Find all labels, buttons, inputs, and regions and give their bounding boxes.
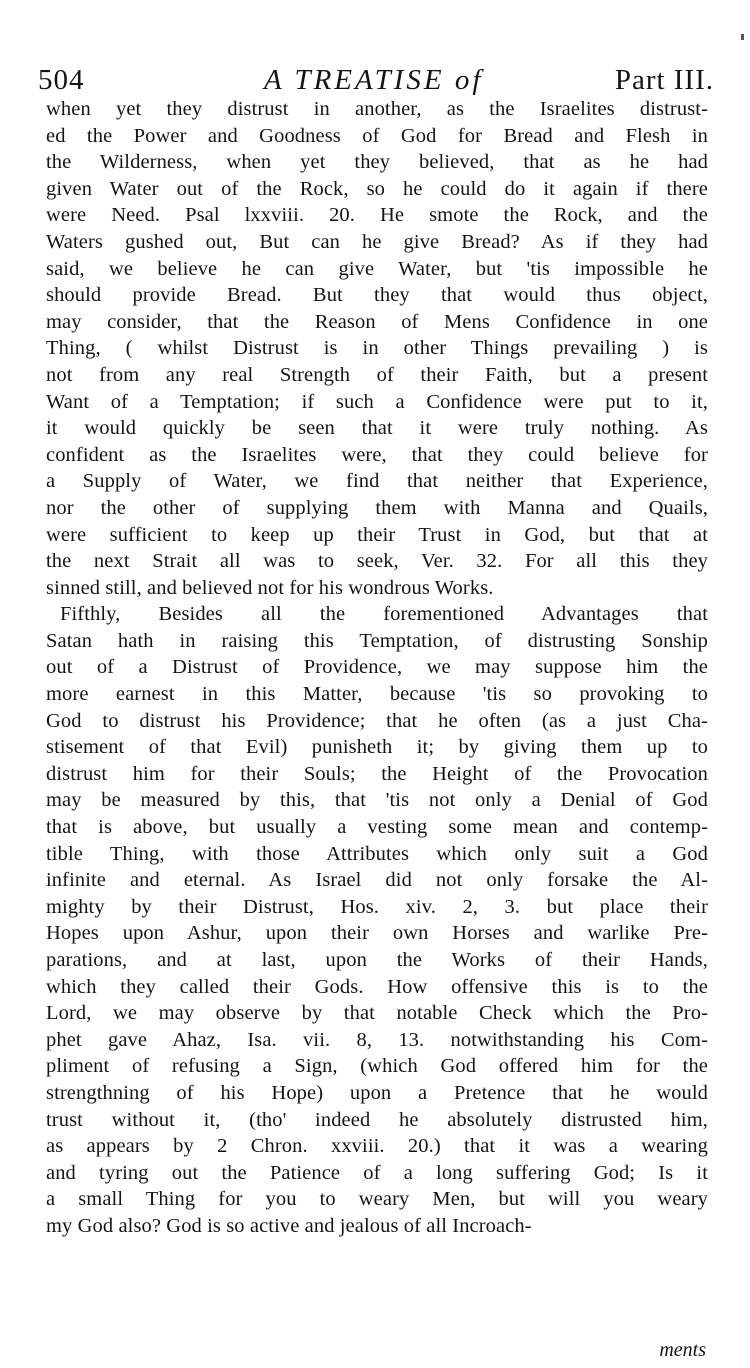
text-line: Want of a Temptation; if such a Confidence were put to it, — [46, 390, 708, 413]
text-line: given Water out of the Rock, so he could do it again if there — [46, 177, 708, 200]
text-line: Hopes upon Ashur, upon their own Horses and warlike Pre- — [46, 922, 708, 945]
part-label: Part III. — [614, 64, 714, 96]
text-line: should provide Bread. But they that would thus object, — [46, 284, 708, 307]
text-line: which they called their Gods. How offensive this is to the — [46, 975, 708, 998]
text-line: were Need. Psal lxxviii. 20. He smote the Rock, and the — [46, 204, 708, 227]
text-line: Satan hath in raising this Temptation, of distrusting Sonship — [46, 629, 708, 652]
text-line: nor the other of supplying them with Manna and Quails, — [46, 496, 708, 519]
text-line: stisement of that Evil) punisheth it; by giving them up to — [46, 736, 708, 759]
text-line: Thing, ( whilst Distrust is in other Things prevailing ) is — [46, 337, 708, 360]
text-line: when yet they distrust in another, as the Israelites distrust- — [46, 98, 708, 120]
text-line: it would quickly be seen that it were truly nothing. As — [46, 417, 708, 440]
text-line: confident as the Israelites were, that they could believe for — [46, 443, 708, 466]
catchword: ments — [659, 1339, 706, 1361]
text-line: mighty by their Distrust, Hos. xiv. 2, 3. but place their — [46, 895, 708, 918]
text-line: my God also? God is so active and jealous of all Incroach- — [46, 1214, 532, 1237]
text-line: and tyring out the Patience of a long suffering God; Is it — [46, 1161, 708, 1184]
text-line: that is above, but usually a vesting some mean and contemp- — [46, 816, 708, 839]
text-line: Lord, we may observe by that notable Check which the Pro- — [46, 1002, 708, 1025]
text-line: may consider, that the Reason of Mens Confidence in one — [46, 310, 708, 333]
text-line: the next Strait all was to seek, Ver. 32. For all this they — [46, 550, 708, 573]
text-line: tible Thing, with those Attributes which only suit a God — [46, 842, 708, 865]
text-line: trust without it, (tho' indeed he absolutely distrusted him, — [46, 1108, 708, 1131]
text-line: not from any real Strength of their Faith, but a present — [46, 363, 708, 386]
text-line: pliment of refusing a Sign, (which God offered him for the — [46, 1055, 708, 1078]
text-line: Waters gushed out, But can he give Bread? As if they had — [46, 230, 708, 253]
text-line: were sufficient to keep up their Trust in God, but that at — [46, 523, 708, 546]
text-line: the Wilderness, when yet they believed, that as he had — [46, 151, 708, 174]
text-line: phet gave Ahaz, Isa. vii. 8, 13. notwithstanding his Com- — [46, 1028, 708, 1051]
text-line: may be measured by this, that 'tis not only a Denial of God — [46, 789, 708, 812]
running-header — [38, 60, 714, 100]
text-line: parations, and at last, upon the Works of their Hands, — [46, 949, 708, 971]
text-line: Fifthly, Besides all the forementioned Advantages that — [60, 603, 708, 626]
body-text — [46, 96, 708, 1240]
page-number: 504 — [38, 64, 85, 96]
text-line: a small Thing for you to weary Men, but will you weary — [46, 1188, 708, 1211]
text-line: strengthning of his Hope) upon a Pretence that he would — [46, 1081, 708, 1104]
text-line: as appears by 2 Chron. xxviii. 20.) that it was a wearing — [46, 1135, 708, 1158]
text-line: said, we believe he can give Water, but 'tis impossible he — [46, 257, 708, 280]
text-line: ed the Power and Goodness of God for Bread and Flesh in — [46, 124, 708, 147]
text-line: distrust him for their Souls; the Height of the Provocation — [46, 762, 708, 785]
text-line: sinned still, and believed not for his wondrous Works. — [46, 576, 494, 599]
text-line: out of a Distrust of Providence, we may suppose him the — [46, 656, 708, 679]
text-line: God to distrust his Providence; that he often (as a just Cha- — [46, 709, 708, 732]
margin-speck — [741, 34, 744, 40]
text-line: infinite and eternal. As Israel did not only forsake the Al- — [46, 869, 708, 892]
text-line: a Supply of Water, we find that neither that Experience, — [46, 470, 708, 493]
running-title: A TREATISE of — [264, 64, 484, 96]
text-line: more earnest in this Matter, because 'tis so provoking to — [46, 683, 708, 706]
